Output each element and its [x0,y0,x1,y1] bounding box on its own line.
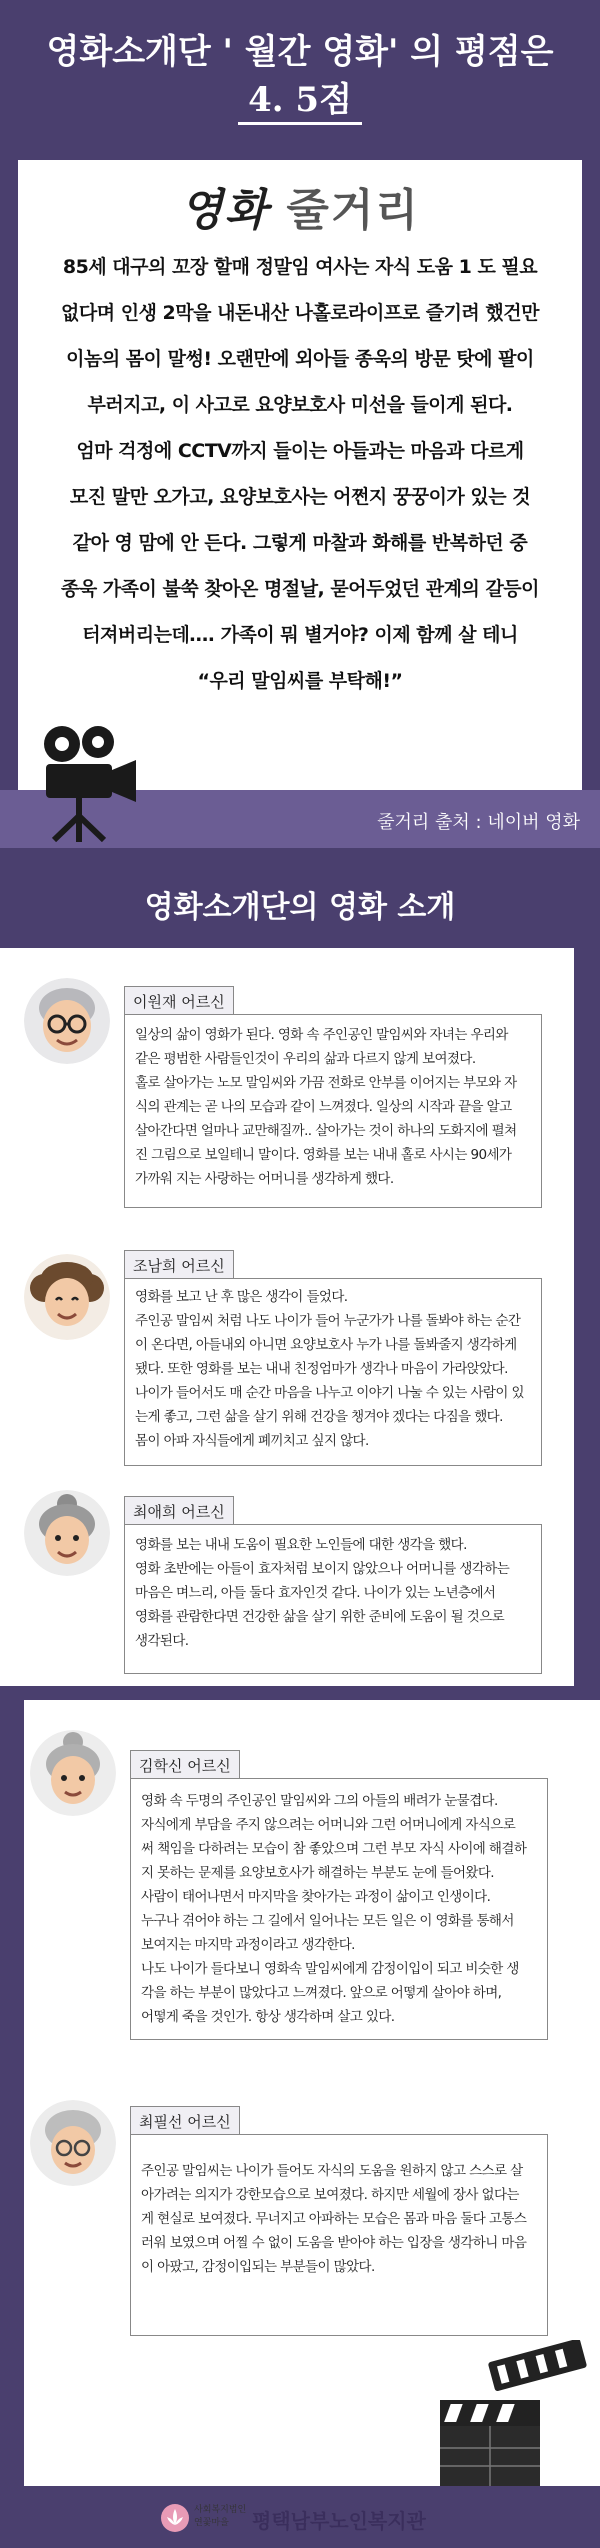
review-line: 각을 하는 부분이 많았다고 느껴졌다. 앞으로 어떻게 살아야 하며, [141,1985,502,2001]
review-text [141,1789,541,2029]
plot-line: 이놈의 몸이 말썽! 오랜만에 외아들 종욱의 방문 탓에 팔이 [66,348,534,370]
score-text: 4. 5점 [238,78,362,125]
org-small-text [194,2504,246,2530]
review-line: 살아간다면 얼마나 교만해질까.. 살아가는 것이 하나의 도화지에 펼쳐 [135,1123,517,1139]
review-line: 는게 좋고, 그런 삶을 살기 위해 건강을 챙겨야 겠다는 다짐을 했다. [135,1409,503,1425]
review-line: 어떻게 죽을 것인가. 항상 생각하며 살고 있다. [141,2009,395,2025]
review-line: 진 그림으로 보일테니 말이다. 영화를 보는 내내 홀로 사시는 90세가 [135,1147,512,1163]
review-line: 영화 초반에는 아들이 효자처럼 보이지 않았으나 어머니를 생각하는 [135,1561,510,1577]
title-line: 영화소개단 ' 월간 영화' 의 평점은 [46,32,554,72]
review-box [124,1014,542,1208]
review-line: 지 못하는 문제를 요양보호사가 해결하는 부분도 눈에 들어왔다. [141,1865,494,1881]
plot-line: 터져버리는데…. 가족이 뭐 별거야? 이제 함께 살 테니 [82,624,518,646]
review-line: 주인공 말임씨 처럼 나도 나이가 들어 누군가가 나를 돌봐야 하는 순간 [135,1313,521,1329]
review-line: 이 아팠고, 감정이입되는 부분들이 많았다. [141,2259,375,2275]
plot-line: 85세 대구의 꼬장 할매 정말임 여사는 자식 도움 1 도 필요 [62,256,538,278]
reviewer-name: 조남희 어르신 [124,1250,234,1281]
review-box [130,2134,548,2336]
review-line: 가까워 지는 사랑하는 어머니를 생각하게 했다. [135,1171,394,1187]
review-line: 아가려는 의지가 강한모습으로 보여졌다. 하지만 세월에 장사 없다는 [141,2187,519,2203]
review-line: 써 책임을 다하려는 모습이 참 좋았으며 그런 부모 자식 사이에 해결하 [141,1841,527,1857]
review-line: 몸이 아파 자식들에게 폐끼치고 싶지 않다. [135,1433,369,1449]
plot-line: 종욱 가족이 불쑥 찾아온 명절날, 묻어두었던 관계의 갈등이 [60,578,540,600]
plot-heading-part2: 줄거리 [286,185,420,236]
review-line: 게 현실로 보여졌다. 무너지고 아파하는 모습은 몸과 마음 둘다 고통스 [141,2211,527,2227]
review-line: 영화를 보고 난 후 많은 생각이 들었다. [135,1289,348,1305]
review-text [135,1285,535,1453]
review-line: 보여지는 마지막 과정이라고 생각한다. [141,1937,355,1953]
review-line: 영화를 보는 내내 도움이 필요한 노인들에 대한 생각을 했다. [135,1537,467,1553]
org-small-line2: 연꽃마을 [194,2518,229,2528]
plot-card [18,160,582,790]
avatar-grandma-bun [30,1730,116,1816]
review-text [135,1533,535,1653]
lotus-logo-icon [160,2503,190,2533]
plot-heading-part1: 영화 [180,185,270,236]
review-line: 됐다. 또한 영화를 보는 내내 친정엄마가 생각나 마음이 가라앉았다. [135,1361,508,1377]
review-line: 영화를 관람한다면 건강한 삶을 살기 위한 준비에 도움이 될 것으로 [135,1609,505,1625]
review-line: 마음은 며느리, 아들 둘다 효자인것 같다. 나이가 있는 노년층에서 [135,1585,496,1601]
review-line: 이 온다면, 아들내외 아니면 요양보호사 누가 나를 돌봐줄지 생각하게 [135,1337,517,1353]
page-title [0,28,600,125]
review-line: 나이가 들어서도 매 순간 마음을 나누고 이야기 나눌 수 있는 사람이 있 [135,1385,524,1401]
org-name: 평택남부노인복지관 [252,2509,426,2533]
plot-line: “우리 말임씨를 부탁해!” [197,670,403,692]
plot-line: 없다며 인생 2막을 내돈내산 나홀로라이프로 즐기려 했건만 [61,302,539,324]
review-line: 러워 보였으며 어찔 수 없이 도움을 받아야 하는 입장을 생각하니 마음 [141,2235,527,2251]
intro-title: 영화소개단의 영화 소개 [144,890,456,925]
review-line: 나도 나이가 들다보니 영화속 말임씨에게 감정이입이 되고 비슷한 생 [141,1961,519,1977]
reviewer-name: 최필선 어르신 [130,2106,240,2137]
reviewer-name: 김학신 어르신 [130,1750,240,1781]
movie-camera-icon [32,722,142,842]
review-box [124,1524,542,1674]
avatar-grandpa-glasses [24,978,110,1064]
org-small-line1: 사회복지법인 [194,2505,247,2515]
plot-line: 엄마 걱정에 CCTV까지 들이는 아들과는 마음과 다르게 [76,440,524,462]
review-line: 같은 평범한 사람들인것이 우리의 삶과 다르지 않게 보여졌다. [135,1051,476,1067]
review-box [130,1778,548,2040]
review-text [135,1023,535,1191]
plot-line: 모진 말만 오가고, 요양보호사는 어쩐지 꿍꿍이가 있는 것 [69,486,531,508]
review-box [124,1278,542,1466]
clapperboard-icon [420,2340,590,2490]
review-line: 자식에게 부담을 주지 않으려는 어머니와 그런 어머니에게 자식으로 [141,1817,516,1833]
review-text [141,2159,541,2279]
review-line: 홀로 살아가는 노모 말임씨와 가끔 전화로 안부를 이어지는 부모와 자 [135,1075,517,1091]
review-line: 일상의 삶이 영화가 된다. 영화 속 주인공인 말임씨와 자녀는 우리와 [135,1027,508,1043]
plot-source: 줄거리 출처 : 네이버 영화 [377,812,580,833]
review-line: 사람이 태어나면서 마지막을 찾아가는 과정이 삶이고 인생이다. [141,1889,491,1905]
review-line: 생각된다. [135,1633,189,1649]
reviewer-name: 최애희 어르신 [124,1496,234,1527]
review-line: 영화 속 두명의 주인공인 말임씨와 그의 아들의 배려가 눈물겹다. [141,1793,498,1809]
plot-line: 부러지고, 이 사고로 요양보호사 미선을 들이게 된다. [87,394,513,416]
avatar-grandma-glasses [30,2100,116,2186]
review-line: 누구나 겪어야 하는 그 길에서 일어나는 모든 일은 이 영화를 통해서 [141,1913,514,1929]
plot-text [44,244,556,704]
reviewer-name: 이원재 어르신 [124,986,234,1017]
review-line: 주인공 말임씨는 나이가 들어도 자식의 도움을 원하지 않고 스스로 살 [141,2163,523,2179]
avatar-grandma-curly [24,1254,110,1340]
plot-heading [18,174,582,238]
avatar-grandma-gray [24,1490,110,1576]
plot-line: 같아 영 맘에 안 든다. 그렇게 마찰과 화해를 반복하던 중 [72,532,528,554]
review-line: 식의 관계는 곧 나의 모습과 같이 느껴졌다. 일상의 시작과 끝을 알고 [135,1099,512,1115]
